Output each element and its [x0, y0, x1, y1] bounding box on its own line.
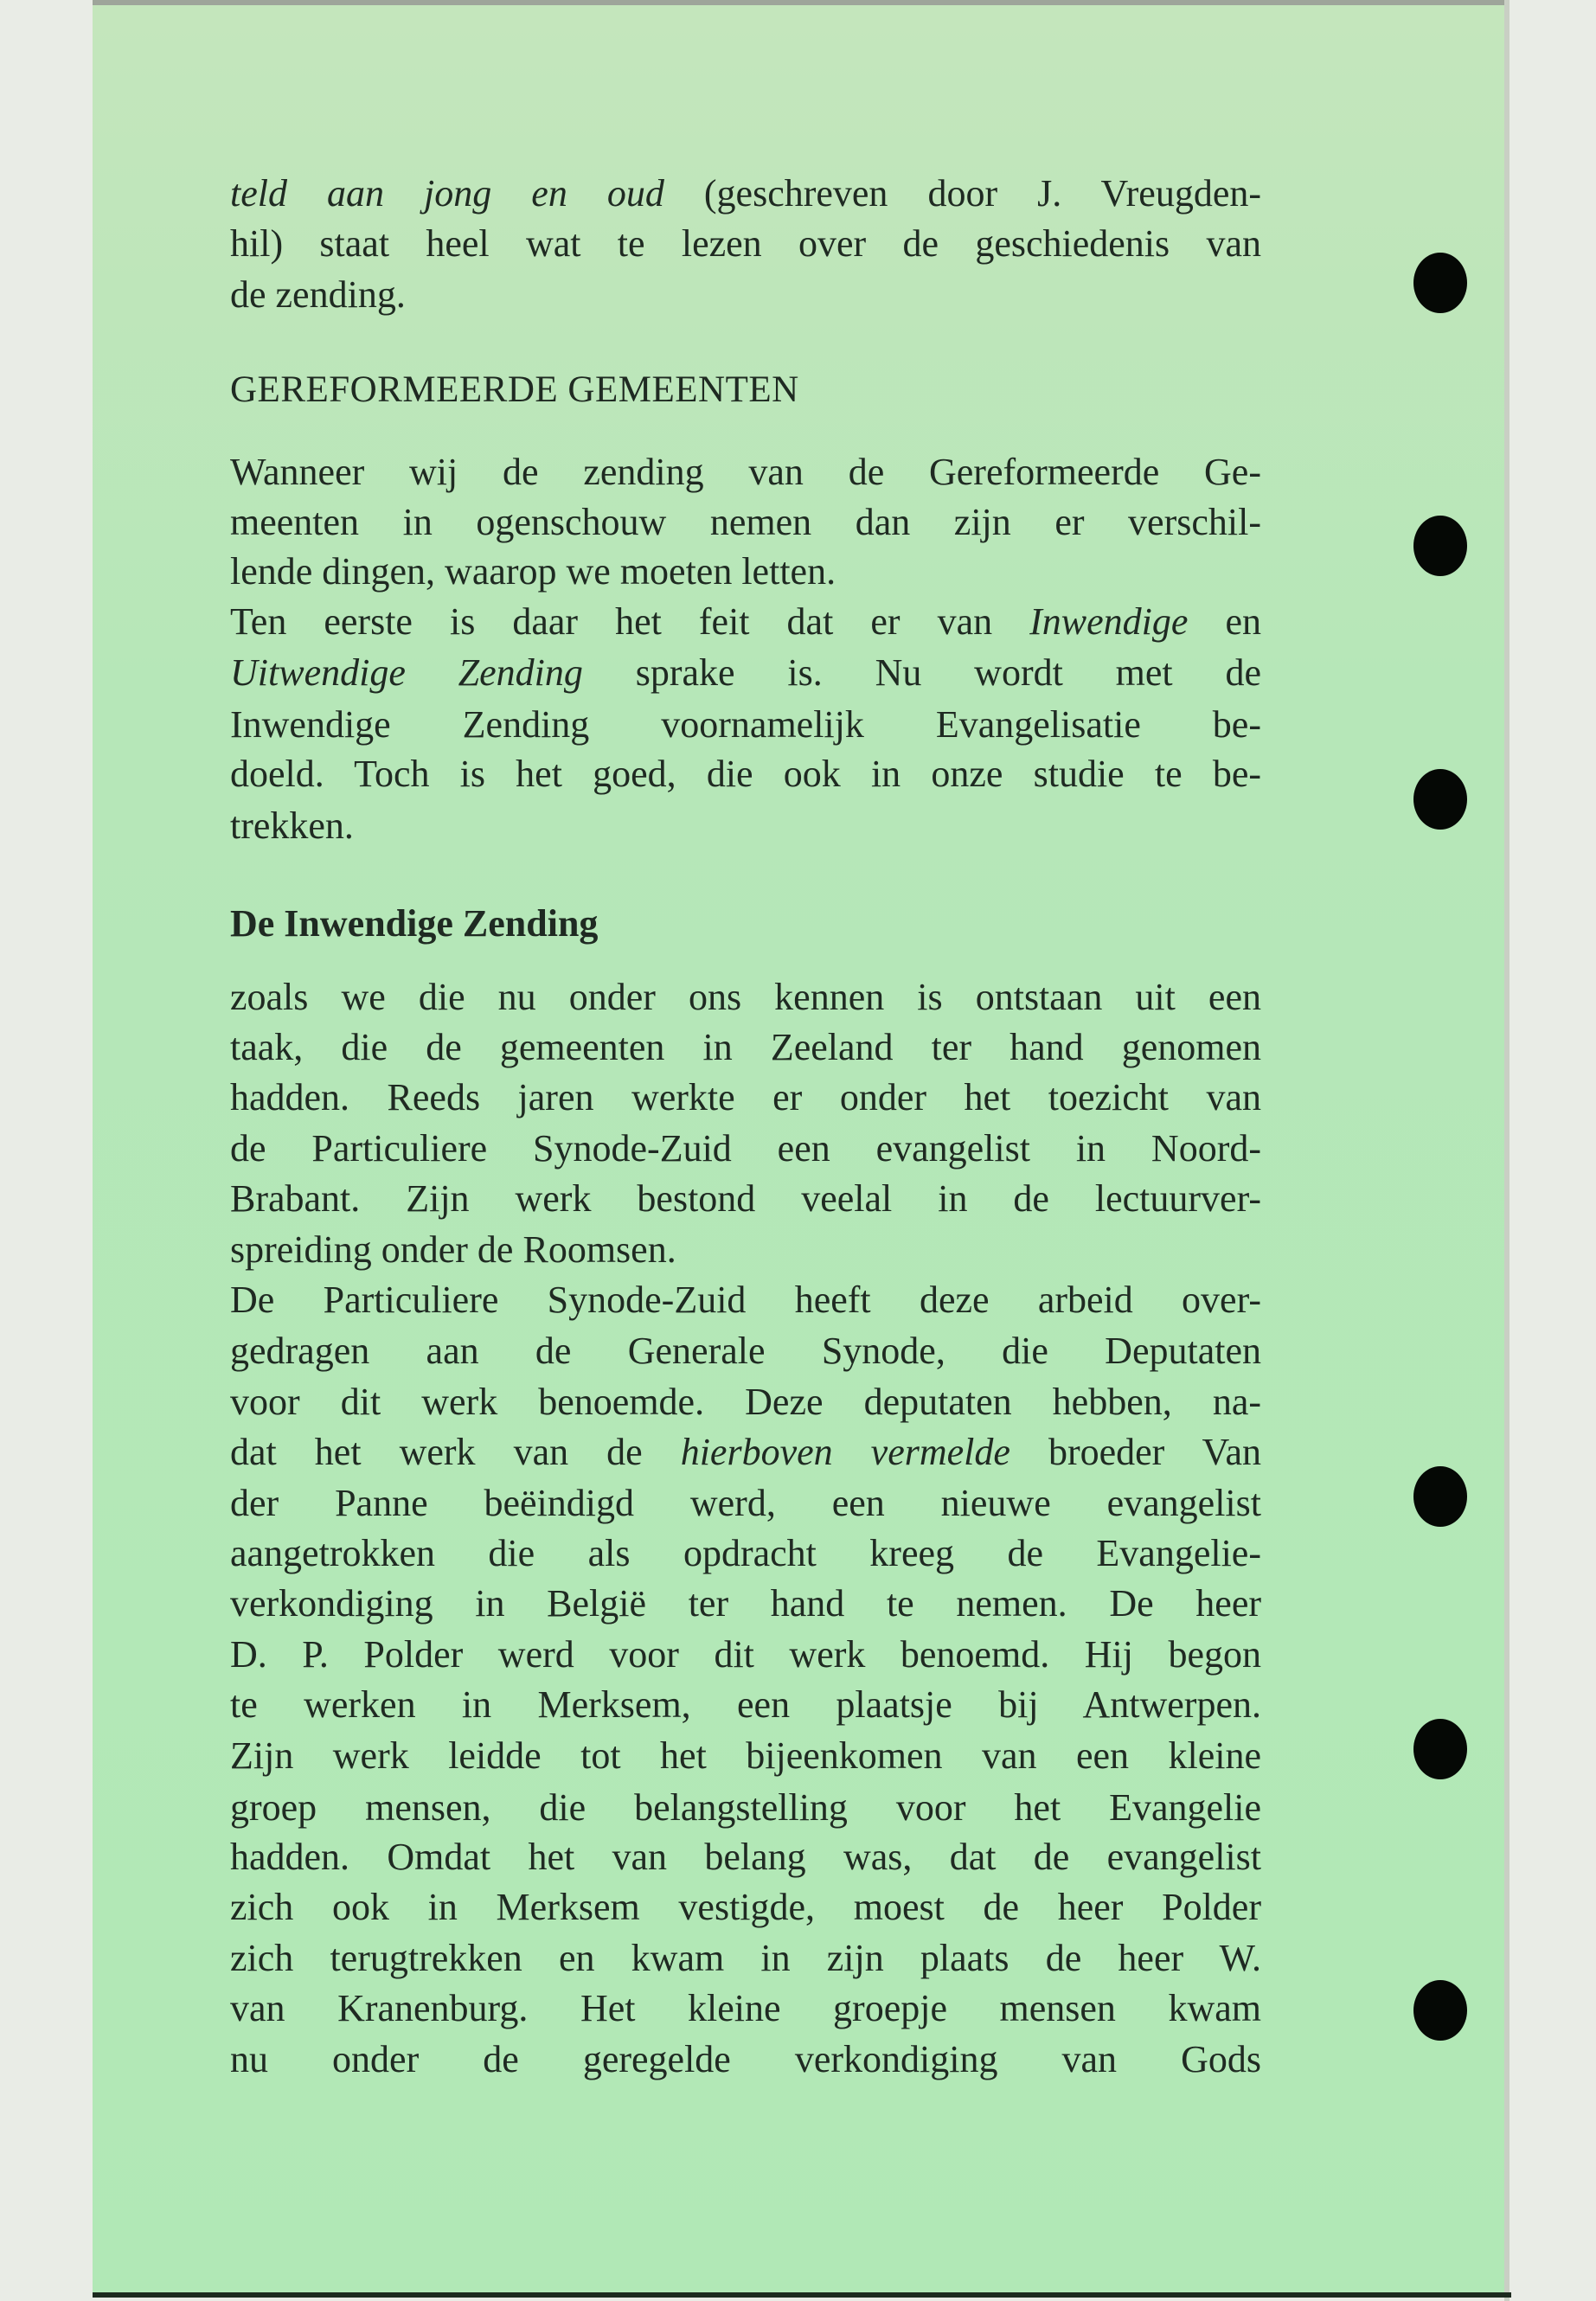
- text-segment: de Particuliere Synode-Zuid een evangelist in Noord-: [230, 1127, 1261, 1170]
- text-line: [230, 219, 1261, 269]
- text-line: [230, 1832, 1261, 1882]
- text-segment: De Particuliere Synode-Zuid heeft deze arbeid over-: [230, 1279, 1261, 1321]
- text-segment: taak, die de gemeenten in Zeeland ter hand genomen: [230, 1026, 1261, 1068]
- text-segment: groep mensen, die belangstelling voor het Evangelie: [230, 1786, 1261, 1829]
- italic-text: Uitwendige Zending: [230, 651, 583, 694]
- text-line: [230, 1783, 1261, 1833]
- text-segment: Inwendige Zending voornamelijk Evangelisatie be-: [230, 703, 1261, 746]
- text-segment: Wanneer wij de zending van de Gereformeerde Ge-: [230, 451, 1261, 493]
- text-line: [230, 1984, 1261, 2034]
- punch-hole-icon: [1413, 1719, 1467, 1779]
- text-line: [230, 497, 1261, 548]
- text-line: [230, 1124, 1261, 1174]
- text-segment: van Kranenburg. Het kleine groepje mensen kwam: [230, 1987, 1261, 2029]
- text-line: [230, 1275, 1261, 1325]
- text-segment: hil) staat heel wat te lezen over de geschiedenis van: [230, 222, 1261, 265]
- text-line: [230, 749, 1261, 799]
- text-segment: trekken.: [230, 804, 354, 847]
- text-segment: hadden. Reeds jaren werkte er onder het toezicht van: [230, 1076, 1261, 1118]
- text-line: [230, 547, 1261, 597]
- italic-text: hierboven vermelde: [680, 1431, 1010, 1473]
- text-line: [230, 1326, 1261, 1376]
- text-segment: Ten eerste is daar het feit dat er van: [230, 600, 1030, 643]
- text-line: [230, 447, 1261, 497]
- text-segment: dat het werk van de: [230, 1431, 681, 1473]
- text-segment: sprake is. Nu wordt met de: [582, 651, 1261, 694]
- text-line: [230, 1933, 1261, 1984]
- italic-text: Inwendige: [1029, 600, 1189, 643]
- text-line: [230, 1579, 1261, 1629]
- text-segment: voor dit werk benoemde. Deze deputaten hebben, na-: [230, 1381, 1261, 1423]
- text-line: [230, 1680, 1261, 1730]
- text-line: [230, 648, 1261, 698]
- text-segment: verkondiging in België ter hand te nemen. De heer: [230, 1582, 1261, 1625]
- text-segment: broeder Van: [1010, 1431, 1261, 1473]
- text-line: [230, 1478, 1261, 1529]
- text-segment: te werken in Merksem, een plaatsje bij Antwerpen.: [230, 1683, 1261, 1726]
- text-line: [230, 700, 1261, 750]
- text-line: [230, 1022, 1261, 1073]
- text-segment: der Panne beëindigd werd, een nieuwe evangelist: [230, 1482, 1261, 1524]
- text-line: [230, 2035, 1261, 2085]
- italic-text: teld aan jong en oud: [230, 172, 664, 215]
- subsection-heading: [230, 899, 1261, 949]
- text-segment: D. P. Polder werd voor dit werk benoemd. Hij begon: [230, 1633, 1261, 1676]
- text-segment: Zijn werk leidde tot het bijeenkomen van een kleine: [230, 1734, 1261, 1777]
- text-segment: de zending.: [230, 273, 406, 316]
- text-line: [230, 1377, 1261, 1427]
- text-line: [230, 1529, 1261, 1579]
- text-segment: nu onder de geregelde verkondiging van Gods: [230, 2038, 1261, 2080]
- punch-hole-icon: [1413, 1980, 1467, 2041]
- text-segment: lende dingen, waarop we moeten letten.: [230, 550, 836, 593]
- text-line: [230, 1225, 1261, 1275]
- section-heading: [230, 365, 1261, 415]
- text-segment: zoals we die nu onder ons kennen is ontstaan uit een: [230, 976, 1261, 1018]
- text-segment: spreiding onder de Roomsen.: [230, 1228, 676, 1271]
- text-line: [230, 1630, 1261, 1680]
- text-line: [230, 270, 1261, 320]
- punch-hole-icon: [1413, 769, 1467, 830]
- text-line: [230, 169, 1261, 219]
- text-line: [230, 972, 1261, 1022]
- punch-hole-icon: [1413, 1466, 1467, 1527]
- text-segment: Brabant. Zijn werk bestond veelal in de lectuurver-: [230, 1177, 1261, 1220]
- text-segment: (geschreven door J. Vreugden-: [663, 172, 1261, 215]
- text-line: [230, 1174, 1261, 1224]
- text-line: [230, 597, 1261, 647]
- text-line: [230, 1731, 1261, 1781]
- text-segment: en: [1188, 600, 1261, 643]
- scan-right-edge: [1504, 0, 1509, 2301]
- text-segment: GEREFORMEERDE GEMEENTEN: [230, 369, 799, 410]
- text-line: [230, 1073, 1261, 1123]
- text-segment: meenten in ogenschouw nemen dan zijn er verschil-: [230, 501, 1261, 543]
- text-segment: zich ook in Merksem vestigde, moest de heer Polder: [230, 1886, 1261, 1928]
- text-segment: aangetrokken die als opdracht kreeg de Evangelie-: [230, 1532, 1261, 1574]
- punch-hole-icon: [1413, 516, 1467, 576]
- text-line: [230, 1882, 1261, 1932]
- text-segment: De Inwendige Zending: [230, 902, 599, 945]
- text-line: [230, 801, 1261, 851]
- text-segment: hadden. Omdat het van belang was, dat de evangelist: [230, 1836, 1261, 1878]
- text-segment: zich terugtrekken en kwam in zijn plaats de heer W.: [230, 1937, 1261, 1979]
- punch-hole-icon: [1413, 253, 1467, 313]
- text-line: [230, 1427, 1261, 1477]
- scan-bottom-edge: [93, 2292, 1511, 2298]
- text-segment: gedragen aan de Generale Synode, die Deputaten: [230, 1330, 1261, 1372]
- text-segment: doeld. Toch is het goed, die ook in onze studie te be-: [230, 753, 1261, 795]
